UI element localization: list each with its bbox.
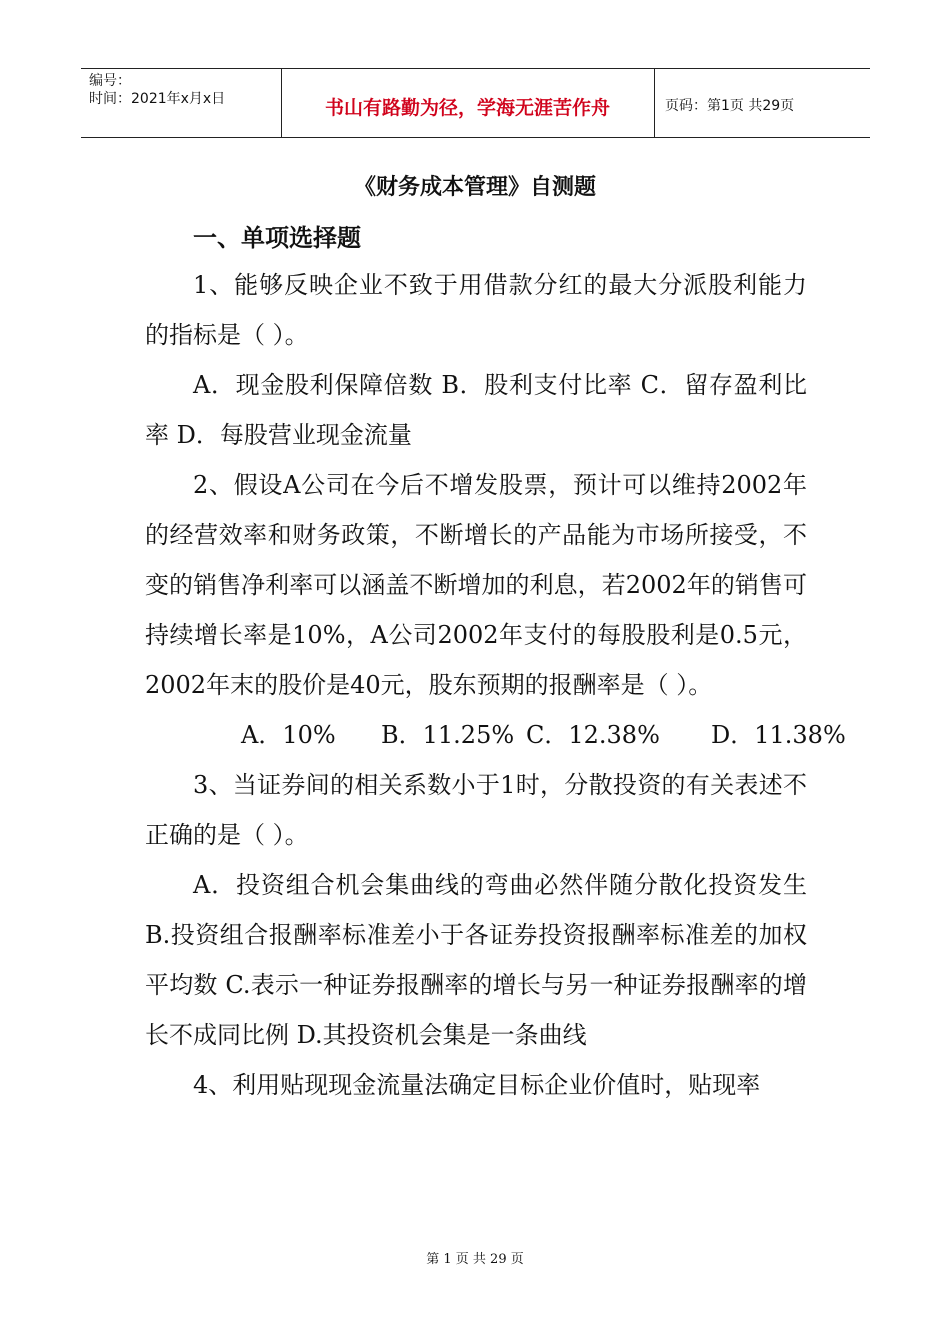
question-1-options: A．现金股利保障倍数 B．股利支付比率 C．留存盈利比率 D．每股营业现金流量 xyxy=(145,371,807,449)
question-2-option-b: B．11.25% xyxy=(381,721,515,749)
time-label: 时间：2021年x月x日 xyxy=(89,91,226,107)
question-4-stem: 4、利用贴现现金流量法确定目标企业价值时，贴现率 xyxy=(193,1071,761,1099)
question-2-stem: 2、假设A公司在今后不增发股票，预计可以维持2002年的经营效率和财务政策，不断增长的产品能为市场所接受，不变的销售净利率可以涵盖不断增加的利息，若2002年的销售可持续增长率是10%，A公司2002年支付的每股股利是0.5元，2002年末的股价是40元，股东预期的报酬率是（ ）。 xyxy=(145,471,807,699)
document-title: 《财务成本管理》自测题 xyxy=(353,175,596,200)
question-2-option-a: A．10% xyxy=(241,721,336,749)
question-2-option-c: C．12.38% xyxy=(526,721,660,749)
header-left-cell xyxy=(81,69,282,137)
motto: 书山有路勤为径，学海无涯苦作舟 xyxy=(324,97,610,119)
section-heading: 一、单项选择题 xyxy=(193,224,361,252)
header-right-cell xyxy=(655,69,870,137)
document-body xyxy=(145,260,846,1110)
header-table xyxy=(81,68,870,138)
number-label: 编号： xyxy=(89,73,131,89)
question-1-stem: 1、能够反映企业不致于用借款分红的最大分派股利能力的指标是（ ）。 xyxy=(145,271,807,349)
header-middle-cell xyxy=(281,69,655,137)
question-3-stem: 3、当证券间的相关系数小于1时，分散投资的有关表述不正确的是（ ）。 xyxy=(145,771,807,849)
page-footer: 第 1 页 共 29 页 xyxy=(426,1252,524,1267)
page-info: 页码：第1页 共29页 xyxy=(665,98,795,114)
question-2-options xyxy=(145,710,846,760)
question-2-option-d: D．11.38% xyxy=(711,721,846,749)
question-3-options: A．投资组合机会集曲线的弯曲必然伴随分散化投资发生 B.投资组合报酬率标准差小于各证券投资报酬率标准差的加权平均数 C.表示一种证券报酬率的增长与另一种证券报酬率的增长不成同比例 D.其投资机会集是一条曲线 xyxy=(145,871,807,1049)
